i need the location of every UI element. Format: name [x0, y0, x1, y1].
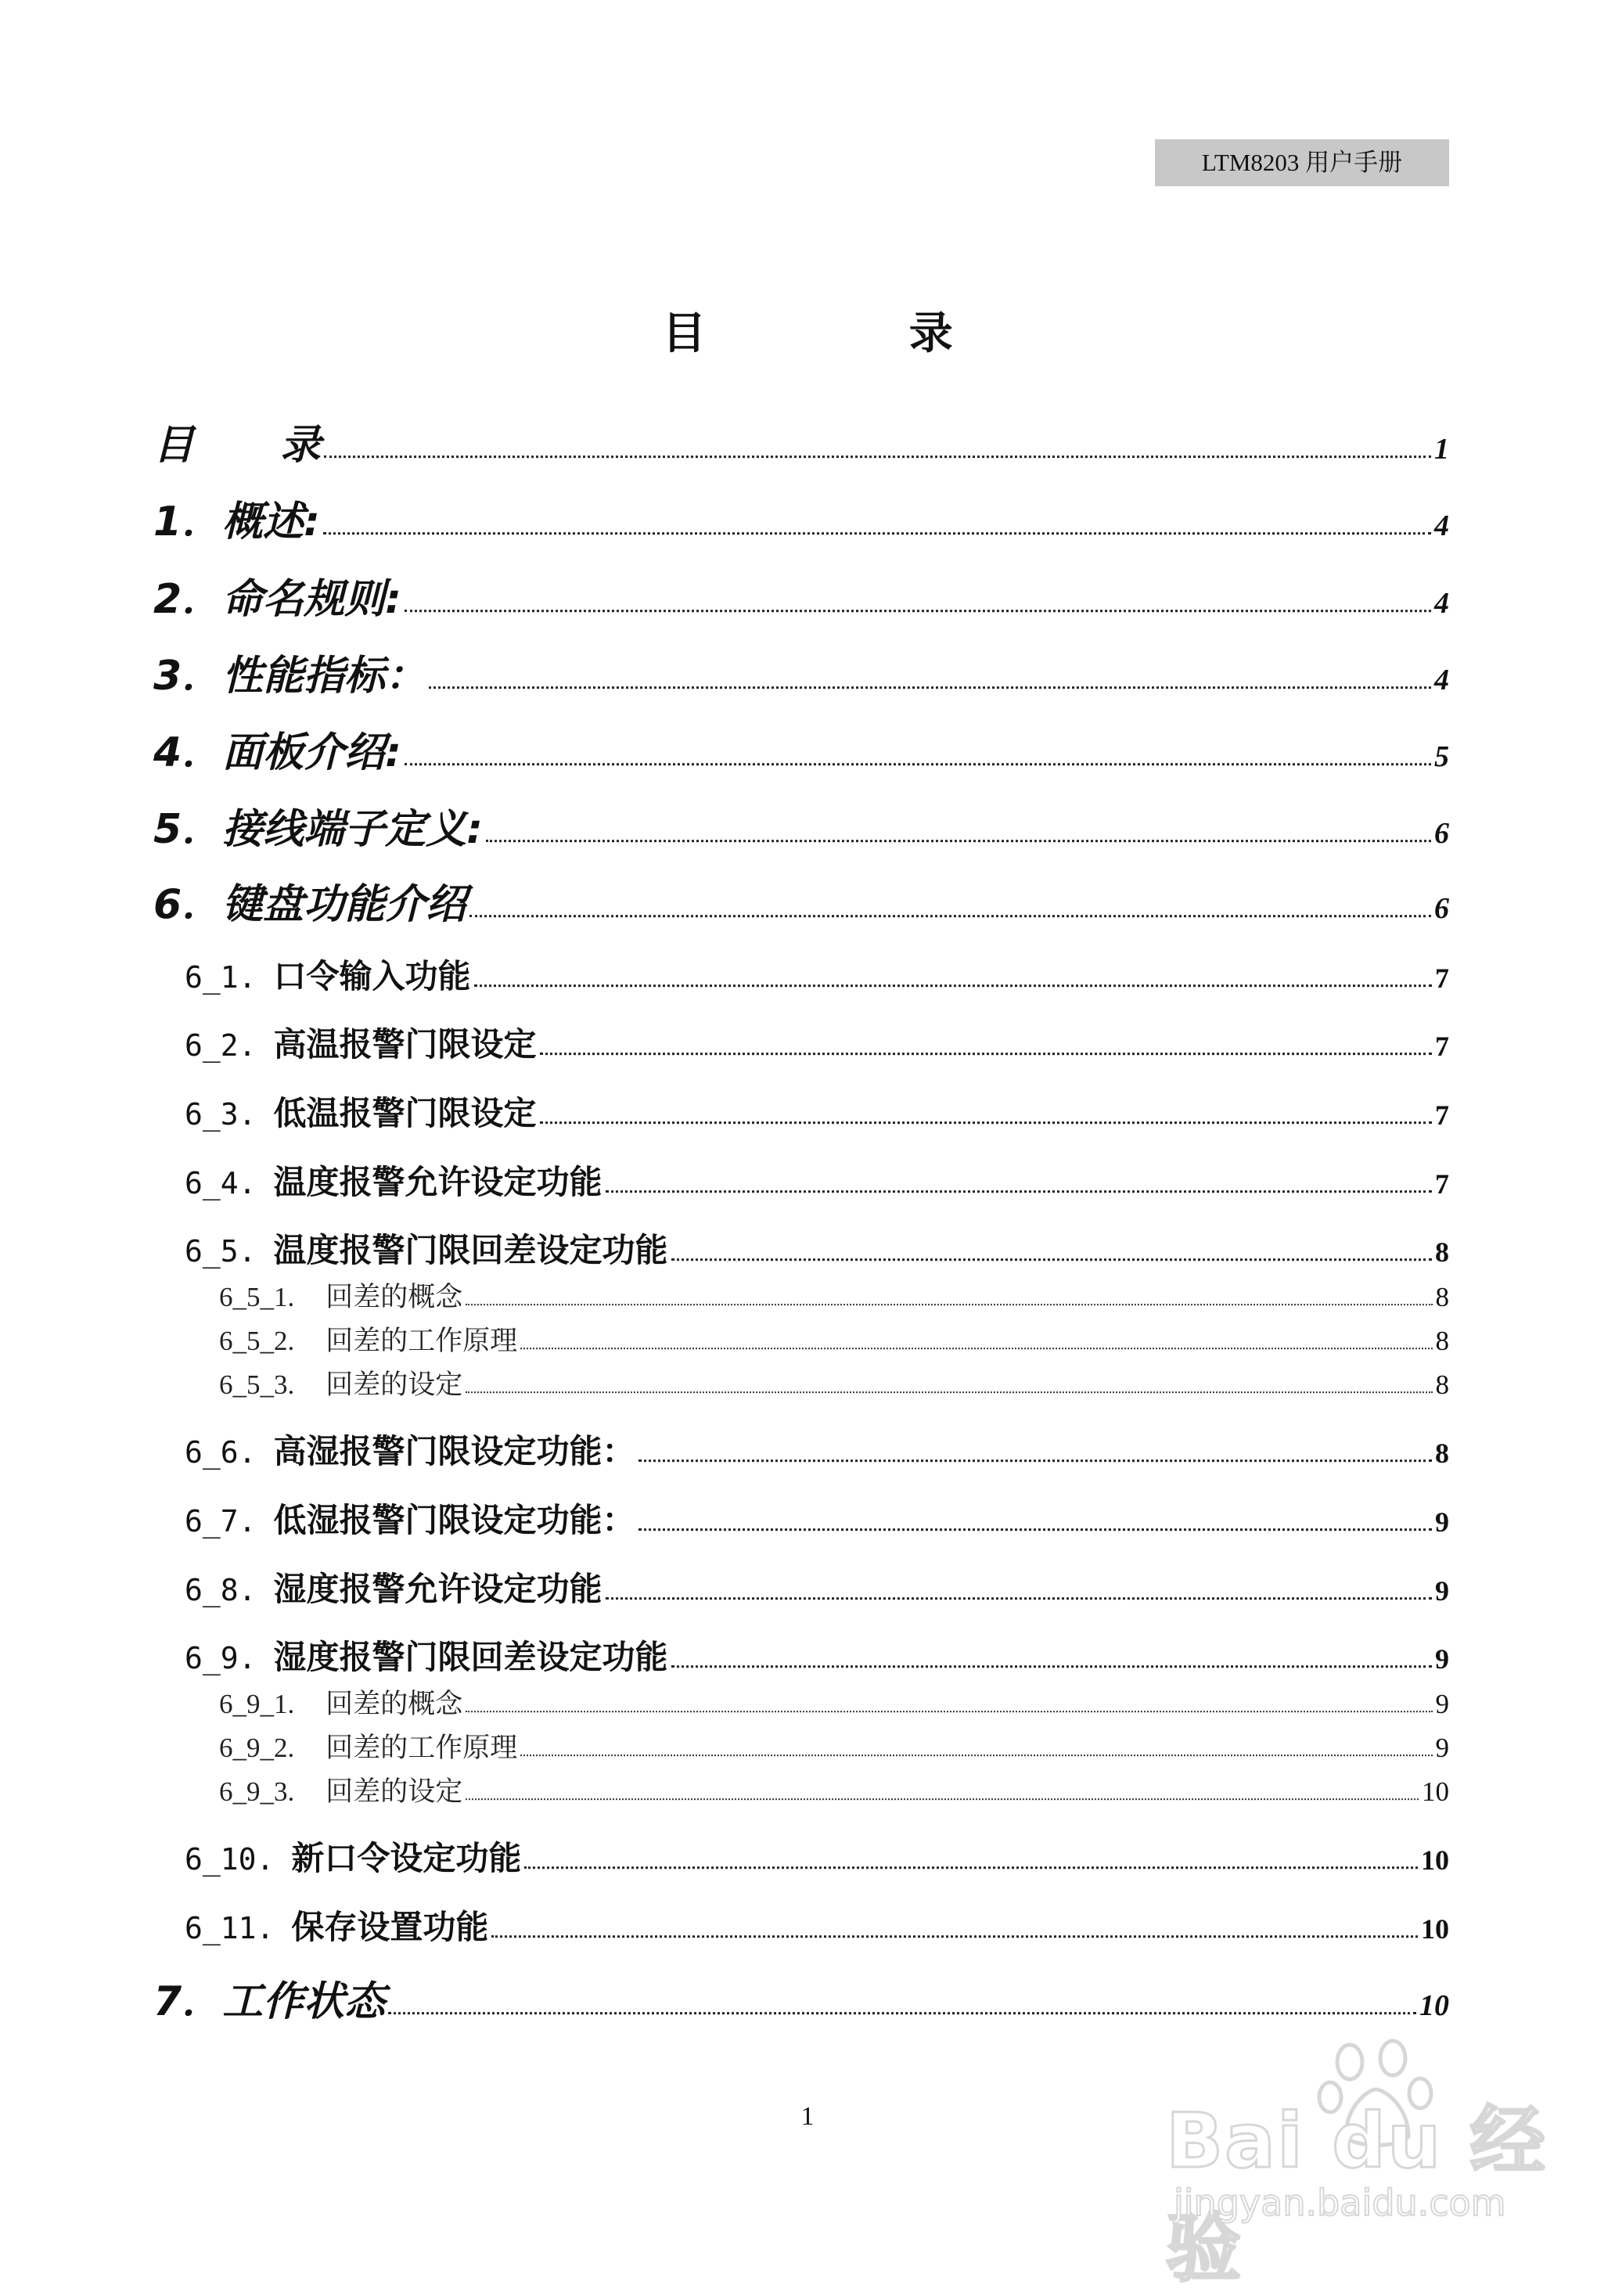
page-number: 1 [800, 2102, 815, 2131]
toc-leader-dots [540, 1119, 1432, 1124]
toc-entry-title: 1．概述: [153, 498, 320, 545]
toc-leader-dots [491, 1933, 1418, 1938]
toc-entry-page: 9 [1435, 1643, 1449, 1675]
toc-entry-page: 10 [1421, 1844, 1449, 1876]
toc-entry-page: 5 [1434, 740, 1449, 773]
toc-entry-page: 9 [1435, 1689, 1449, 1719]
toc-leader-dots [540, 1050, 1432, 1055]
toc-entry-title: 6_5. 温度报警门限回差设定功能 [185, 1231, 668, 1269]
toc-leader-dots [429, 684, 1431, 689]
toc-entry-title: 6_6. 高湿报警门限设定功能： [185, 1432, 635, 1470]
toc-entry-6-7[interactable] [185, 1495, 1449, 1542]
toc-leader-dots [606, 1188, 1432, 1193]
toc-entry-title: 7．工作状态 [153, 1978, 386, 2025]
toc-entry-title: 6_5_2. 回差的工作原理 [219, 1326, 518, 1356]
toc-entry-title: 6_4. 温度报警允许设定功能 [185, 1163, 602, 1201]
toc-leader-dots [466, 1389, 1432, 1393]
toc-entry-page: 8 [1435, 1438, 1449, 1469]
toc-entry-page: 4 [1434, 664, 1449, 696]
toc-entry-page: 8 [1435, 1326, 1449, 1356]
toc-entry-6-3[interactable] [185, 1088, 1449, 1135]
toc-leader-dots [323, 530, 1431, 534]
toc-leader-dots [388, 2010, 1416, 2014]
toc-entry-6-9[interactable] [185, 1632, 1449, 1679]
toc-entry-page: 7 [1435, 1031, 1449, 1062]
toc-entry-title: 6_11. 保存设置功能 [185, 1908, 489, 1946]
toc-entry-6-9-3[interactable] [219, 1770, 1449, 1809]
toc-entry-6-6[interactable] [185, 1426, 1449, 1473]
toc-entry-page: 10 [1421, 1913, 1449, 1945]
toc-leader-dots [638, 1457, 1432, 1462]
toc-entry-page: 9 [1435, 1733, 1449, 1763]
toc-leader-dots [486, 837, 1431, 842]
toc-entry-6-5-3[interactable] [219, 1363, 1449, 1402]
toc-entry-6-2[interactable] [185, 1019, 1449, 1066]
toc-entry-title: 4．面板介绍: [153, 729, 401, 776]
toc-entry-page: 9 [1435, 1506, 1449, 1538]
toc-entry-page: 7 [1435, 1099, 1449, 1131]
toc-leader-dots [520, 1345, 1432, 1349]
toc-entry-contents[interactable] [153, 412, 1449, 474]
toc-entry-title: 6．键盘功能介绍 [153, 881, 467, 928]
toc-entry-4[interactable] [153, 719, 1449, 782]
baidu-watermark [1158, 2035, 1581, 2292]
toc-entry-title: 6_5_3. 回差的设定 [219, 1369, 463, 1400]
toc-leader-dots [474, 982, 1432, 987]
toc-entry-title: 6_8. 湿度报警允许设定功能 [185, 1570, 602, 1608]
toc-entry-3[interactable] [153, 642, 1449, 705]
toc-leader-dots [606, 1595, 1432, 1600]
toc-leader-dots [405, 607, 1431, 612]
toc-leader-dots [671, 1663, 1432, 1668]
toc-entry-title: 6_9_1. 回差的概念 [219, 1689, 463, 1719]
toc-entry-6-10[interactable] [185, 1833, 1449, 1880]
toc-entry-title: 6_7. 低湿报警门限设定功能： [185, 1501, 635, 1539]
toc-leader-dots [638, 1526, 1432, 1531]
toc-entry-title: 3．性能指标： [153, 653, 426, 700]
toc-entry-title: 6_5_1. 回差的概念 [219, 1282, 463, 1312]
toc-entry-page: 1 [1434, 433, 1449, 466]
toc-leader-dots [405, 761, 1431, 765]
toc-entry-page: 8 [1435, 1282, 1449, 1312]
toc-entry-6-11[interactable] [185, 1902, 1449, 1949]
toc-entry-6-5-2[interactable] [219, 1319, 1449, 1359]
toc-entry-7[interactable] [153, 1968, 1449, 2031]
toc-entry-page: 8 [1435, 1236, 1449, 1268]
toc-entry-page: 4 [1434, 509, 1449, 542]
toc-entry-6-8[interactable] [185, 1564, 1449, 1610]
toc-entry-page: 10 [1422, 1776, 1449, 1807]
page-title: 目 录 [662, 308, 1047, 359]
toc-leader-dots [524, 1864, 1418, 1869]
toc-entry-page: 10 [1419, 1989, 1449, 2022]
toc-leader-dots [466, 1301, 1432, 1305]
toc-entry-title: 6_1. 口令输入功能 [185, 957, 471, 995]
toc-entry-page: 6 [1434, 817, 1449, 850]
toc-entry-page: 9 [1435, 1575, 1449, 1607]
toc-entry-title: 6_3. 低温报警门限设定 [185, 1094, 537, 1132]
toc-leader-dots [469, 912, 1431, 917]
watermark-url: jingyan.baidu.com [1174, 2182, 1506, 2224]
toc-entry-title: 2．命名规则: [153, 576, 401, 623]
toc-entry-6-4[interactable] [185, 1157, 1449, 1204]
header-manual-tag: LTM8203 用户手册 [1155, 139, 1449, 186]
toc-entry-page: 7 [1435, 963, 1449, 994]
watermark-logo-text: Bai du 经验 [1166, 2097, 1547, 2292]
toc-entry-title: 6_9_2. 回差的工作原理 [219, 1733, 518, 1763]
toc-entry-page: 6 [1434, 892, 1449, 925]
toc-entry-6-5-1[interactable] [219, 1276, 1449, 1315]
toc-entry-title: 6_9_3. 回差的设定 [219, 1776, 463, 1807]
toc-leader-dots [466, 1708, 1432, 1712]
toc-leader-dots [520, 1752, 1432, 1756]
toc-entry-page: 4 [1434, 587, 1449, 620]
toc-entry-title: 5．接线端子定义: [153, 806, 483, 853]
toc-entry-6-1[interactable] [185, 951, 1449, 998]
toc-entry-6-9-1[interactable] [219, 1682, 1449, 1722]
toc-entry-page: 8 [1435, 1369, 1449, 1400]
toc-entry-6-5[interactable] [185, 1225, 1449, 1272]
toc-entry-1[interactable] [153, 488, 1449, 551]
toc-entry-title: 目 录 [153, 422, 322, 469]
toc-entry-6-9-2[interactable] [219, 1726, 1449, 1765]
toc-entry-page: 7 [1435, 1168, 1449, 1200]
toc-entry-6[interactable] [153, 871, 1449, 934]
toc-entry-title: 6_9. 湿度报警门限回差设定功能 [185, 1638, 668, 1676]
toc-entry-5[interactable] [153, 796, 1449, 858]
toc-entry-2[interactable] [153, 566, 1449, 628]
toc-leader-dots [466, 1796, 1419, 1800]
toc-leader-dots [671, 1256, 1432, 1261]
toc-entry-title: 6_2. 高温报警门限设定 [185, 1025, 537, 1063]
toc-leader-dots [324, 453, 1431, 458]
toc-entry-title: 6_10. 新口令设定功能 [185, 1839, 522, 1877]
